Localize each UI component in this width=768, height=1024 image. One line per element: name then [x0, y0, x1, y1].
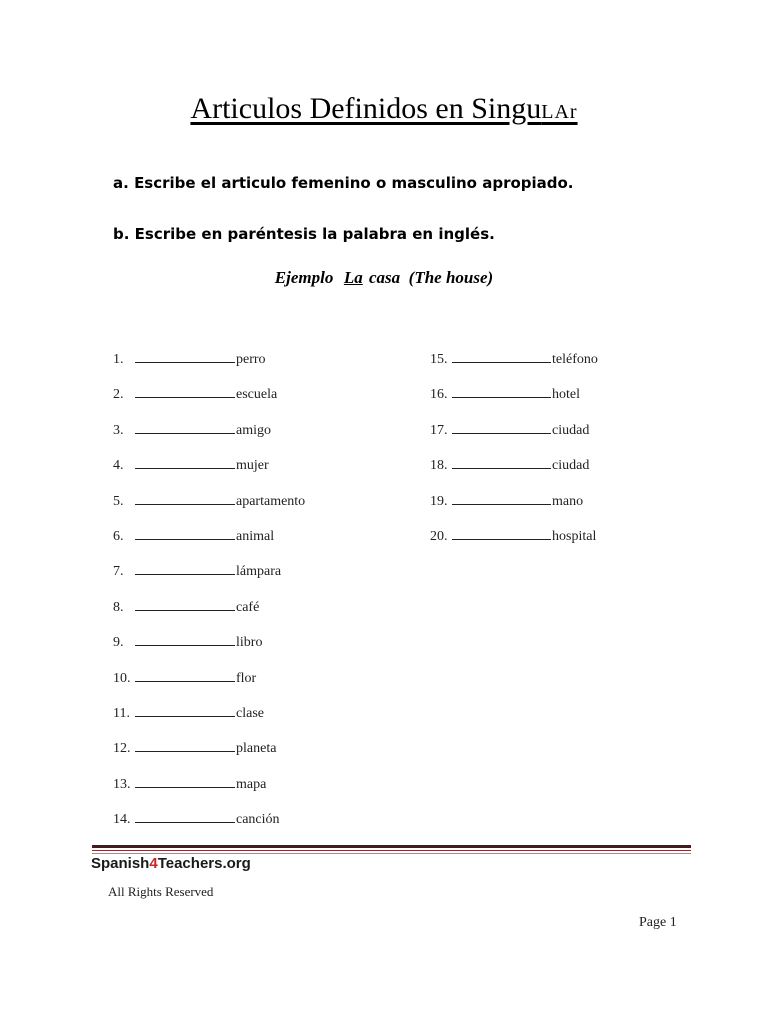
answer-blank[interactable]: [135, 775, 235, 788]
answer-blank[interactable]: [135, 598, 235, 611]
item-number: 3.: [113, 422, 124, 438]
example-line: [0, 268, 768, 288]
item-number: 1.: [113, 352, 124, 367]
item-number: 17.: [430, 422, 448, 438]
item-word: apartamento: [236, 493, 306, 509]
exercise-item: [113, 598, 259, 616]
answer-blank[interactable]: [135, 456, 235, 469]
item-word: teléfono: [552, 352, 598, 367]
instruction-b: [113, 225, 495, 243]
item-word: lámpara: [236, 564, 282, 580]
item-word: flor: [236, 670, 257, 686]
answer-blank[interactable]: [452, 350, 551, 363]
exercise-item: [113, 421, 271, 439]
answer-blank[interactable]: [135, 810, 235, 823]
answer-blank[interactable]: [135, 385, 235, 398]
brand-part-2: 4: [149, 855, 158, 872]
item-number: 8.: [113, 599, 124, 615]
exercise-item: [113, 669, 256, 687]
answer-blank[interactable]: [135, 562, 235, 575]
item-word: mano: [552, 493, 584, 509]
item-word: café: [236, 599, 260, 615]
answer-blank[interactable]: [135, 633, 235, 646]
item-number: 13.: [113, 776, 131, 792]
item-number: 16.: [430, 387, 448, 403]
item-number: 19.: [430, 493, 448, 509]
answer-blank[interactable]: [452, 492, 551, 505]
answer-blank[interactable]: [135, 421, 235, 434]
rights-text: All Rights Reserved: [108, 884, 214, 899]
answer-blank[interactable]: [135, 669, 235, 682]
footer-rule-light: [92, 853, 691, 854]
item-word: amigo: [236, 422, 271, 438]
brand-part-1: Spanish: [91, 855, 150, 872]
item-word: escuela: [236, 387, 278, 403]
item-number: 20.: [430, 529, 448, 544]
title-tail: LAr: [541, 101, 578, 123]
page-number: Page 1: [639, 915, 677, 930]
answer-blank[interactable]: [452, 421, 551, 434]
exercise-item: [430, 492, 583, 510]
item-word: clase: [236, 706, 264, 721]
exercise-item: [113, 350, 266, 368]
instruction-a-text: Escribe el articulo femenino o masculino apropiado.: [134, 174, 574, 192]
answer-blank[interactable]: [135, 350, 235, 363]
item-number: 14.: [113, 812, 131, 828]
item-word: canción: [236, 812, 280, 828]
exercise-item: [113, 527, 274, 545]
footer-rule-thin: [92, 850, 691, 851]
answer-blank[interactable]: [452, 527, 551, 540]
exercise-item: [113, 456, 269, 474]
answer-blank[interactable]: [135, 492, 235, 505]
item-number: 4.: [113, 458, 124, 474]
exercise-item: [113, 385, 277, 403]
item-number: 5.: [113, 493, 124, 509]
example-article: La: [343, 268, 363, 287]
title-main: Articulos Definidos en Singu: [190, 92, 542, 125]
exercise-item: [113, 492, 305, 510]
item-word: planeta: [236, 741, 277, 757]
item-number: 12.: [113, 741, 131, 757]
item-number: 7.: [113, 564, 124, 580]
instruction-b-text: Escribe en paréntesis la palabra en inglés.: [134, 225, 495, 243]
item-number: 15.: [430, 352, 448, 367]
exercise-item: [430, 350, 598, 368]
instruction-a: [113, 174, 574, 192]
item-word: perro: [236, 352, 266, 367]
exercise-item: [113, 704, 264, 722]
item-number: 11.: [113, 706, 130, 721]
footer-rule: [92, 845, 691, 848]
item-word: mujer: [236, 458, 269, 474]
answer-blank[interactable]: [452, 456, 551, 469]
exercise-item: [430, 527, 596, 545]
item-word: libro: [236, 635, 263, 651]
item-word: hotel: [552, 387, 580, 403]
item-word: ciudad: [552, 458, 590, 474]
exercise-item: [113, 810, 280, 828]
item-word: ciudad: [552, 422, 590, 438]
answer-blank[interactable]: [135, 739, 235, 752]
item-number: 10.: [113, 670, 131, 686]
worksheet-title: [0, 92, 768, 126]
exercise-item: [113, 739, 276, 757]
exercise-item: [113, 633, 262, 651]
answer-blank[interactable]: [135, 704, 235, 717]
item-word: animal: [236, 529, 275, 544]
example-prefix: Ejemplo: [274, 268, 334, 287]
answer-blank[interactable]: [452, 385, 551, 398]
exercise-item: [113, 775, 266, 793]
example-translation: (The house): [408, 268, 494, 287]
item-word: mapa: [236, 776, 267, 792]
instruction-a-label: a.: [113, 174, 129, 192]
instruction-b-label: b.: [113, 225, 130, 243]
item-word: hospital: [552, 529, 597, 544]
answer-blank[interactable]: [135, 527, 235, 540]
item-number: 9.: [113, 635, 124, 651]
exercise-item: [113, 562, 281, 580]
item-number: 6.: [113, 529, 124, 544]
exercise-item: [430, 456, 589, 474]
item-number: 2.: [113, 387, 124, 403]
example-word: casa: [369, 268, 401, 287]
exercise-item: [430, 385, 580, 403]
item-number: 18.: [430, 458, 448, 474]
brand-part-3: Teachers.org: [157, 855, 251, 872]
brand-logo: [91, 855, 251, 872]
exercise-item: [430, 421, 589, 439]
